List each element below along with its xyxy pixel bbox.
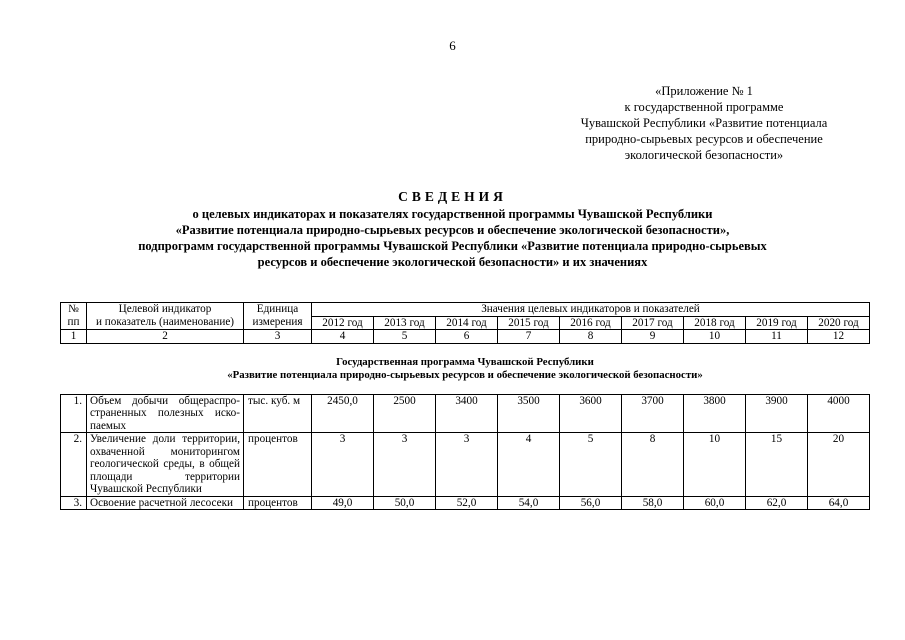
row-value: 2500	[374, 394, 436, 433]
row-indicator-name: Увеличение доли территории, охваченной мониторингом геологической среды, в общей площади территории Чувашской Республики	[87, 433, 244, 497]
header-text: измерения	[252, 315, 303, 328]
table-row	[61, 496, 870, 510]
row-value: 2450,0	[312, 394, 374, 433]
heading-line: подпрограмм государственной программы Чувашской Республики «Развитие потенциала природно-сырьевых	[138, 239, 767, 253]
column-number: 1	[61, 330, 87, 344]
header-number	[61, 303, 87, 330]
header-text: Единица	[256, 303, 299, 315]
row-index: 1.	[61, 394, 87, 433]
header-text: пп	[67, 315, 80, 328]
row-value: 3600	[560, 394, 622, 433]
column-number: 4	[312, 330, 374, 344]
row-value: 50,0	[374, 496, 436, 510]
row-value: 64,0	[808, 496, 870, 510]
appendix-line: «Приложение № 1	[655, 84, 753, 98]
section-title-row	[61, 343, 870, 394]
row-value: 4	[498, 433, 560, 497]
column-number: 3	[244, 330, 312, 344]
page-number: 6	[449, 38, 456, 53]
header-values-title: Значения целевых индикаторов и показателей	[312, 303, 870, 317]
row-indicator-name: Освоение расчетной лесосеки	[87, 496, 244, 510]
row-value: 3	[436, 433, 498, 497]
row-value: 3900	[746, 394, 808, 433]
column-number: 6	[436, 330, 498, 344]
row-index: 2.	[61, 433, 87, 497]
header-text: №	[68, 303, 79, 315]
row-value: 60,0	[684, 496, 746, 510]
appendix-line: Чувашской Республики «Развитие потенциала	[580, 116, 828, 130]
appendix-line: экологической безопасности»	[624, 148, 784, 162]
column-number: 8	[560, 330, 622, 344]
row-value: 20	[808, 433, 870, 497]
appendix-line: природно-сырьевых ресурсов и обеспечение	[585, 132, 823, 146]
row-value: 15	[746, 433, 808, 497]
row-indicator-name: Объем добычи общераспространенных полезных ископаемых	[87, 394, 244, 433]
column-numbers-row	[61, 330, 870, 344]
row-value: 10	[684, 433, 746, 497]
row-value: 4000	[808, 394, 870, 433]
row-value: 52,0	[436, 496, 498, 510]
header-year: 2016 год	[560, 316, 622, 330]
header-year: 2018 год	[684, 316, 746, 330]
header-year: 2013 год	[374, 316, 436, 330]
header-indicator	[87, 303, 244, 330]
row-value: 49,0	[312, 496, 374, 510]
header-year: 2017 год	[622, 316, 684, 330]
row-value: 3	[312, 433, 374, 497]
row-value: 3500	[498, 394, 560, 433]
row-value: 54,0	[498, 496, 560, 510]
header-year: 2015 год	[498, 316, 560, 330]
heading-line: о целевых индикаторах и показателях государственной программы Чувашской Республики	[192, 207, 713, 221]
row-value: 3	[374, 433, 436, 497]
column-number: 2	[87, 330, 244, 344]
row-value: 3700	[622, 394, 684, 433]
header-year: 2019 год	[746, 316, 808, 330]
document-heading	[70, 188, 835, 270]
column-number: 7	[498, 330, 560, 344]
row-value: 62,0	[746, 496, 808, 510]
row-value: 3800	[684, 394, 746, 433]
section-title-line: Государственная программа Чувашской Республики	[336, 355, 594, 368]
heading-line: ресурсов и обеспечение экологической безопасности» и их значениях	[257, 255, 648, 269]
column-number: 5	[374, 330, 436, 344]
table-row	[61, 433, 870, 497]
row-unit: процентов	[244, 433, 312, 497]
indicators-table	[60, 302, 870, 510]
row-value: 56,0	[560, 496, 622, 510]
table-row	[61, 394, 870, 433]
column-number: 9	[622, 330, 684, 344]
row-value: 8	[622, 433, 684, 497]
row-unit: процентов	[244, 496, 312, 510]
row-unit: тыс. куб. м	[244, 394, 312, 433]
row-value: 5	[560, 433, 622, 497]
header-text: и показатель (наименование)	[95, 315, 235, 328]
row-value: 58,0	[622, 496, 684, 510]
column-number: 12	[808, 330, 870, 344]
column-number: 11	[746, 330, 808, 344]
appendix-note	[548, 83, 860, 163]
appendix-line: к государственной программе	[624, 100, 784, 114]
header-year: 2014 год	[436, 316, 498, 330]
section-title-line: «Развитие потенциала природно-сырьевых ресурсов и обеспечение экологической безопасности»	[227, 368, 703, 381]
heading-line: «Развитие потенциала природно-сырьевых ресурсов и обеспечение экологической безопасности»,	[175, 223, 730, 237]
section-title	[61, 343, 870, 394]
header-text: Целевой индикатор	[118, 303, 212, 315]
header-year: 2012 год	[312, 316, 374, 330]
row-value: 3400	[436, 394, 498, 433]
header-year: 2020 год	[808, 316, 870, 330]
document-title: СВЕДЕНИЯ	[398, 189, 507, 204]
column-number: 10	[684, 330, 746, 344]
table-header-row	[61, 303, 870, 317]
header-unit	[244, 303, 312, 330]
row-index: 3.	[61, 496, 87, 510]
